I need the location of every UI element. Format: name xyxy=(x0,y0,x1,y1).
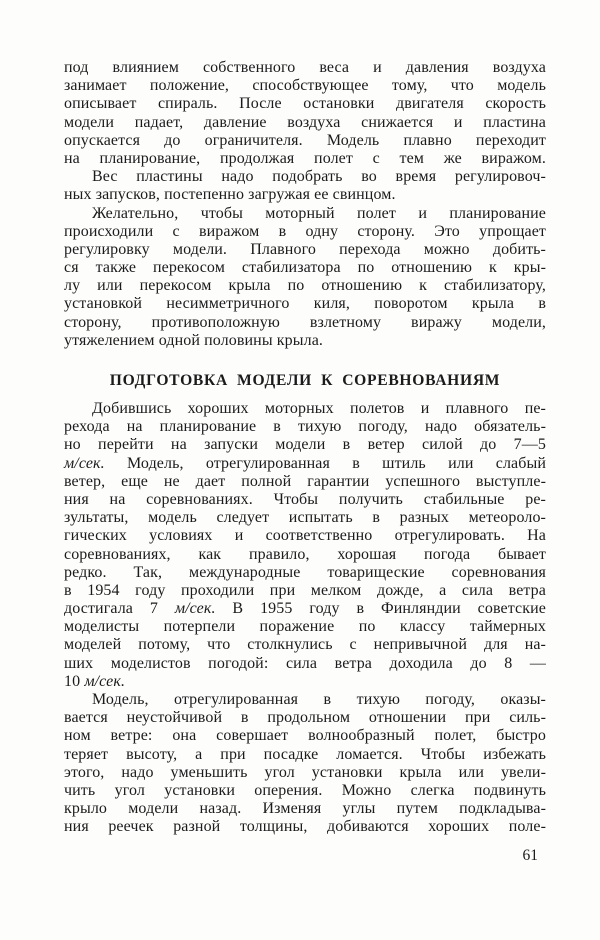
text-line: но перейти на запуски модели в ветер силой до 7—5 xyxy=(64,436,546,454)
text-line xyxy=(64,600,546,618)
text-line: модели падает, давление воздуха снижается и пластина xyxy=(64,113,546,131)
text-line: Вес пластины надо подобрать во время регулировоч- xyxy=(92,168,546,186)
text-line: ных запусков, постепенно загружая ее свинцом. xyxy=(64,186,396,204)
text-line: установкой несимметричного киля, поворотом крыла в xyxy=(64,295,546,313)
italic-term: м/сек. xyxy=(174,600,216,618)
text-line: под влиянием собственного веса и давления воздуха xyxy=(64,59,546,76)
text-line: на планирование, продолжая полет с тем же виражом. xyxy=(64,149,546,167)
text-line: этого, надо уменьшить угол установки крыла или увели- xyxy=(64,763,546,781)
text-segment: достигала 7 xyxy=(64,600,175,618)
page-number: 61 xyxy=(522,847,538,864)
text-line: лу или перекосом крыла по отношению к стабилизатору, xyxy=(64,277,546,295)
text-segment: 10 xyxy=(64,672,85,690)
text-line xyxy=(64,455,546,473)
page-text xyxy=(64,59,546,837)
text-line: описывает спираль. После остановки двигателя скорость xyxy=(64,95,546,113)
text-line: соревнованиях, как правило, хорошая погода бывает xyxy=(64,545,546,563)
text-line: Желательно, чтобы моторный полет и планирование xyxy=(92,204,546,222)
text-line: утяжелением одной половины крыла. xyxy=(64,331,324,349)
text-line: редко. Так, международные товарищеские соревнования xyxy=(64,563,546,581)
text-line: рехода на планирование в тихую погоду, надо обязатель- xyxy=(64,418,546,436)
text-line: ном ветре: она совершает волнообразный полет, быстро xyxy=(64,727,546,745)
text-line: ния на соревнованиях. Чтобы получить стабильные ре- xyxy=(64,490,546,508)
italic-term: м/сек. xyxy=(84,672,126,690)
text-line: Добившись хороших моторных полетов и плавного пе- xyxy=(92,400,546,417)
section-heading: ПОДГОТОВКА МОДЕЛИ К СОРЕВНОВАНИЯМ xyxy=(109,372,501,389)
text-line: чить угол установки оперения. Можно слегка подвинуть xyxy=(64,781,546,799)
text-line: занимает положение, способствующее тому, что модель xyxy=(64,77,546,95)
text-segment: В 1955 году в Финляндии советские xyxy=(215,600,546,618)
text-line: ния реечек разной толщины, добиваются хороших поле- xyxy=(64,818,546,836)
text-line: опускается до ограничителя. Модель плавно переходит xyxy=(64,131,546,149)
text-line: Модель, отрегулированная в тихую погоду, оказы- xyxy=(92,691,546,708)
text-line: ветер, еще не дает полной гарантии успешного выступле- xyxy=(64,472,546,490)
text-line: ших моделистов погодой: сила ветра доходила до 8 — xyxy=(64,654,546,672)
text-line: крыло модели назад. Изменяя углы путем подкладыва- xyxy=(64,800,546,818)
text-line: регулировку модели. Плавного перехода можно добить- xyxy=(64,240,546,258)
text-line xyxy=(64,673,546,691)
text-line: вается неустойчивой в продольном отношении при силь- xyxy=(64,709,546,727)
text-line: теряет высоту, а при посадке ломается. Чтобы избежать xyxy=(64,745,546,763)
text-line: ся также перекосом стабилизатора по отношению к кры- xyxy=(64,259,546,277)
text-line: моделисты потерпели поражение по классу таймерных xyxy=(64,618,546,636)
text-line: сторону, противоположную взлетному виражу модели, xyxy=(64,313,546,331)
text-line: зультаты, модель следует испытать в разных метеороло- xyxy=(64,509,546,527)
text-line: в 1954 году проходили при мелком дожде, а сила ветра xyxy=(64,581,546,599)
italic-term: м/сек. xyxy=(64,454,105,472)
text-line: моделей потому, что столкнулись с непривычной для на- xyxy=(64,636,546,654)
text-segment: Модель, отрегулированная в штиль или слабый xyxy=(104,454,546,472)
text-line: гических условиях и соответственно отрегулировать. На xyxy=(64,527,546,545)
text-line: происходили с виражом в одну сторону. Это упрощает xyxy=(64,222,546,240)
